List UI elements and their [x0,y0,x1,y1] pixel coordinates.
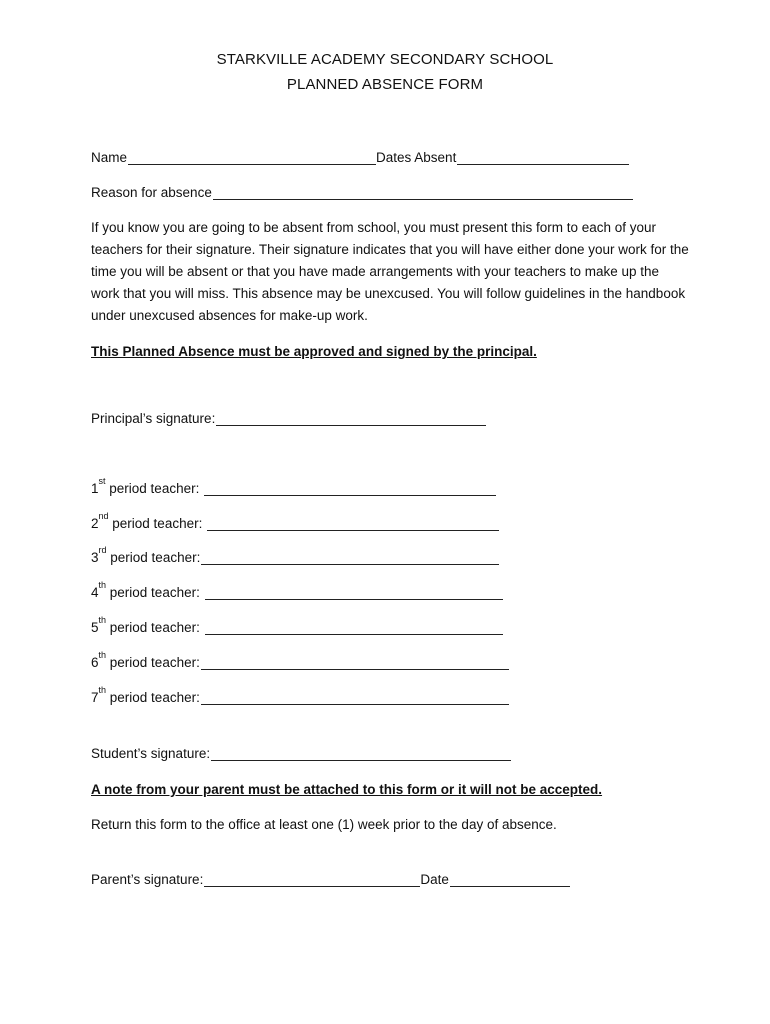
student-signature-field[interactable] [211,746,511,761]
student-signature-row [91,746,511,761]
parent-signature-row [91,872,570,887]
teacher-row-3: 3 rd period teacher: [91,550,499,565]
teacher-signature-field-4[interactable] [205,585,503,600]
school-name: STARKVILLE ACADEMY SECONDARY SCHOOL [216,51,554,68]
teacher-signature-field-6[interactable] [201,655,509,670]
name-label: Name [91,150,128,165]
period-label-5: 5 th [91,615,107,635]
teacher-row-2: 2 nd period teacher: [91,516,499,531]
principal-approval-note: This Planned Absence must be approved and signed by the principal. [91,344,537,359]
teacher-row-6: 6 th period teacher: [91,655,509,670]
period-label-6: 6 th [91,650,107,670]
dates-absent-label: Dates Absent [376,150,457,165]
teacher-row-1: 1 st period teacher: [91,481,496,496]
return-instructions: Return this form to the office at least one (1) week prior to the day of absence. [91,817,557,832]
parent-signature-field[interactable] [204,872,420,887]
parent-signature-label: Parent’s signature: [91,872,204,887]
reason-row [91,185,633,200]
teacher-signature-field-1[interactable] [204,481,496,496]
period-label-1: 1 st [91,476,106,496]
teacher-row-5: 5 th period teacher: [91,620,503,635]
date-label: Date [420,872,449,887]
form-title: PLANNED ABSENCE FORM [286,76,484,93]
teacher-signature-field-7[interactable] [201,690,509,705]
parent-note-requirement: A note from your parent must be attached to this form or it will not be accepted. [91,782,603,797]
teacher-signature-field-5[interactable] [205,620,503,635]
teacher-signature-field-3[interactable] [201,550,499,565]
principal-signature-label: Principal’s signature: [91,411,216,426]
period-label-3: 3 rd [91,545,107,565]
teacher-signature-field-2[interactable] [207,516,499,531]
teacher-row-4: 4 th period teacher: [91,585,503,600]
dates-absent-field[interactable] [457,150,629,165]
name-field[interactable] [128,150,376,165]
name-dates-row [91,150,629,165]
reason-field[interactable] [213,185,633,200]
principal-signature-row [91,411,486,426]
period-label-2: 2 nd [91,511,109,531]
period-label-7: 7 th [91,685,107,705]
date-field[interactable] [450,872,570,887]
reason-label: Reason for absence [91,185,212,200]
instructions-paragraph: If you know you are going to be absent from school, you must present this form to each of your teachers for their signature. Their signature indicates that you will have either done your work for the time you will be absent or that you have made arrangements with your teachers to make up the work that you will miss. This absence may be unexcused. You will follow guidelines in the handbook under unexcused absences for make-up work. [91,220,689,323]
period-label-4: 4 th [91,580,107,600]
teacher-row-7: 7 th period teacher: [91,690,509,705]
principal-signature-field[interactable] [216,411,486,426]
student-signature-label: Student’s signature: [91,746,211,761]
